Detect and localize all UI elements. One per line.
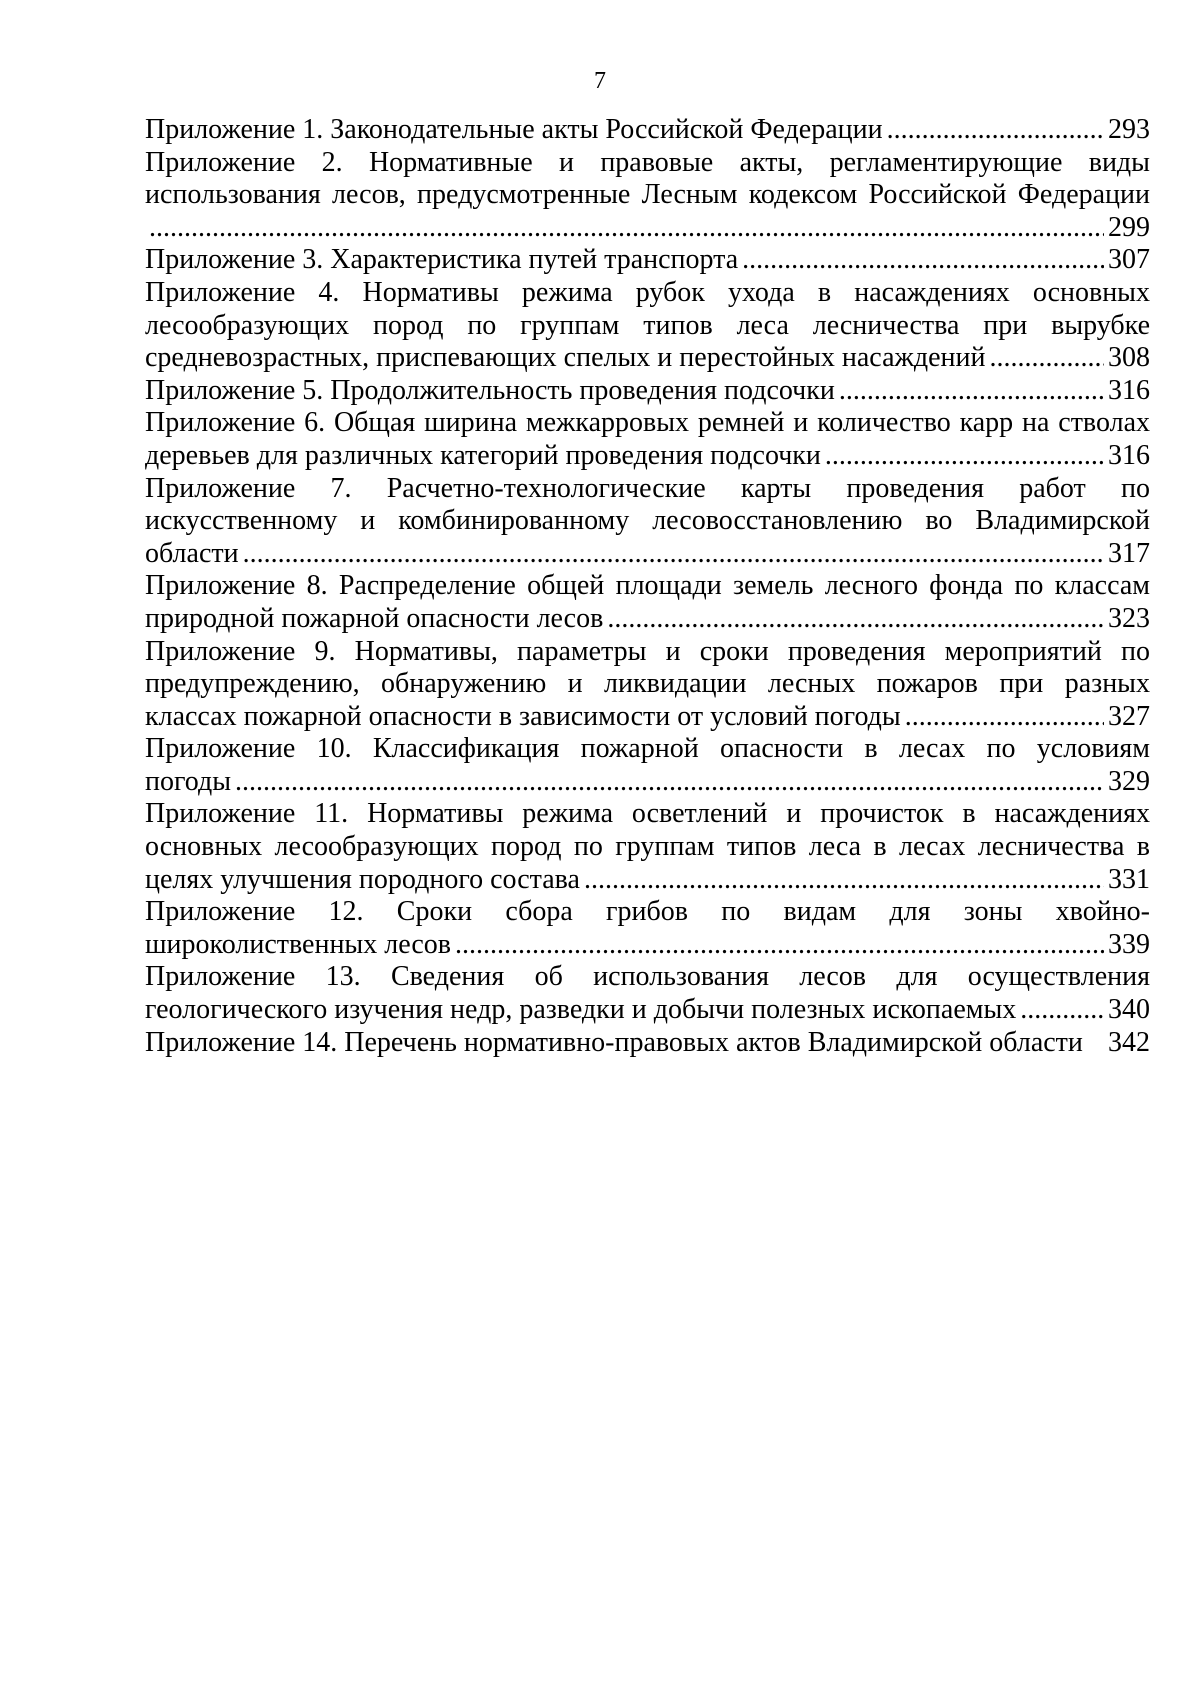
toc-entry-title: деревьев для различных категорий проведения подсочки <box>145 439 821 471</box>
dot-leader <box>607 603 1104 636</box>
dot-leader <box>455 929 1104 962</box>
toc-entry-line: искусственному и комбинированному лесовосстановлению во Владимирской <box>145 505 1150 537</box>
toc-entry[interactable] <box>145 277 1150 375</box>
toc-page-number: 316 <box>1108 374 1150 406</box>
toc-page-number: 317 <box>1108 537 1150 569</box>
toc-entry[interactable] <box>145 733 1150 798</box>
dot-leader <box>149 212 1104 245</box>
toc-page-number: 308 <box>1108 342 1150 374</box>
dot-leader <box>825 440 1104 473</box>
toc-entry-line: предупреждению, обнаружению и ликвидации лесных пожаров при разных <box>145 668 1150 700</box>
toc-entry-last-line <box>145 1027 1150 1060</box>
toc-entry-line: лесообразующих пород по группам типов леса лесничества при вырубке <box>145 309 1150 341</box>
toc-entry-title: природной пожарной опасности лесов <box>145 602 604 634</box>
toc-entry-line: Приложение 6. Общая ширина межкарровых ремней и количество карр на стволах <box>145 407 1150 439</box>
toc-entry-title: Приложение 14. Перечень нормативно-правовых актов Владимирской области <box>145 1026 1083 1058</box>
toc-entry-last-line <box>145 342 1150 375</box>
dot-leader <box>235 766 1104 799</box>
toc-page-number: 331 <box>1108 863 1150 895</box>
toc-entry-title: геологического изучения недр, разведки и добычи полезных ископаемых <box>145 994 1017 1026</box>
toc-page-number: 316 <box>1108 439 1150 471</box>
dot-leader <box>839 375 1104 408</box>
toc-entry-last-line <box>145 994 1150 1027</box>
toc-entry[interactable] <box>145 798 1150 896</box>
toc-entry-last-line <box>145 538 1150 571</box>
toc-entry[interactable] <box>145 896 1150 961</box>
toc-entry[interactable] <box>145 375 1150 408</box>
dot-leader <box>905 701 1104 734</box>
toc-entry-line: Приложение 2. Нормативные и правовые акты, регламентирующие виды <box>145 146 1150 178</box>
toc-page-number: 327 <box>1108 700 1150 732</box>
toc-page-number: 307 <box>1108 244 1150 276</box>
toc-entry-last-line <box>145 929 1150 962</box>
dot-leader <box>584 864 1104 897</box>
toc-entry-line: основных лесообразующих пород по группам типов леса в лесах лесничества в <box>145 831 1150 863</box>
dot-leader <box>742 244 1104 277</box>
toc-entry-last-line <box>145 375 1150 408</box>
toc-entry-title: целях улучшения породного состава <box>145 863 580 895</box>
toc-entry-line: Приложение 11. Нормативы режима осветлений и прочисток в насаждениях <box>145 798 1150 830</box>
toc-entry-line: Приложение 8. Распределение общей площади земель лесного фонда по классам <box>145 570 1150 602</box>
toc-page-number: 339 <box>1108 928 1150 960</box>
toc-entry[interactable] <box>145 1027 1150 1060</box>
dot-leader <box>989 342 1104 375</box>
toc-page-number: 323 <box>1108 602 1150 634</box>
toc-entry-line: Приложение 7. Расчетно-технологические карты проведения работ по <box>145 472 1150 504</box>
toc-entry-last-line <box>145 864 1150 897</box>
toc-page-number: 342 <box>1108 1026 1150 1058</box>
toc-entry-line: Приложение 4. Нормативы режима рубок ухода в насаждениях основных <box>145 276 1150 308</box>
toc-entry-last-line <box>145 701 1150 734</box>
toc-entry-title: погоды <box>145 765 232 797</box>
toc-entry[interactable] <box>145 961 1150 1026</box>
toc-entry[interactable] <box>145 114 1150 147</box>
toc-page-number: 293 <box>1108 114 1150 145</box>
dot-leader <box>1020 994 1104 1027</box>
toc-entry-title: Приложение 3. Характеристика путей транспорта <box>145 244 739 276</box>
toc-entry-last-line <box>145 212 1150 245</box>
toc-entry-title: Приложение 1. Законодательные акты Российской Федерации <box>145 114 883 145</box>
toc-entry[interactable] <box>145 147 1150 245</box>
toc-page-number: 329 <box>1108 765 1150 797</box>
toc-entry-title: широколиственных лесов <box>145 928 451 960</box>
toc-entry-title: области <box>145 537 239 569</box>
toc-entry-line: Приложение 12. Сроки сбора грибов по видам для зоны хвойно- <box>145 896 1150 928</box>
toc-entry-line: Приложение 10. Классификация пожарной опасности в лесах по условиям <box>145 733 1150 765</box>
toc-entry-title: средневозрастных, приспевающих спелых и перестойных насаждений <box>145 342 986 374</box>
page-number: 7 <box>594 68 606 94</box>
toc-entry-line: использования лесов, предусмотренные Лесным кодексом Российской Федерации <box>145 179 1150 211</box>
toc-entry[interactable] <box>145 473 1150 571</box>
toc-entry-last-line <box>145 603 1150 636</box>
toc-entry-last-line <box>145 440 1150 473</box>
toc-entry[interactable] <box>145 407 1150 472</box>
toc-entry-title: Приложение 5. Продолжительность проведения подсочки <box>145 374 835 406</box>
toc-entry-last-line <box>145 114 1150 147</box>
toc-entry-last-line <box>145 244 1150 277</box>
dot-leader <box>887 114 1104 147</box>
table-of-contents <box>145 114 1150 1059</box>
toc-entry-title: классах пожарной опасности в зависимости от условий погоды <box>145 700 901 732</box>
dot-leader <box>243 538 1104 571</box>
toc-entry-line: Приложение 13. Сведения об использования лесов для осуществления <box>145 961 1150 993</box>
toc-page-number: 299 <box>1108 211 1150 243</box>
toc-entry-last-line <box>145 766 1150 799</box>
toc-entry[interactable] <box>145 570 1150 635</box>
toc-entry-line: Приложение 9. Нормативы, параметры и сроки проведения мероприятий по <box>145 635 1150 667</box>
toc-entry[interactable] <box>145 636 1150 734</box>
toc-entry[interactable] <box>145 244 1150 277</box>
toc-page-number: 340 <box>1108 994 1150 1026</box>
